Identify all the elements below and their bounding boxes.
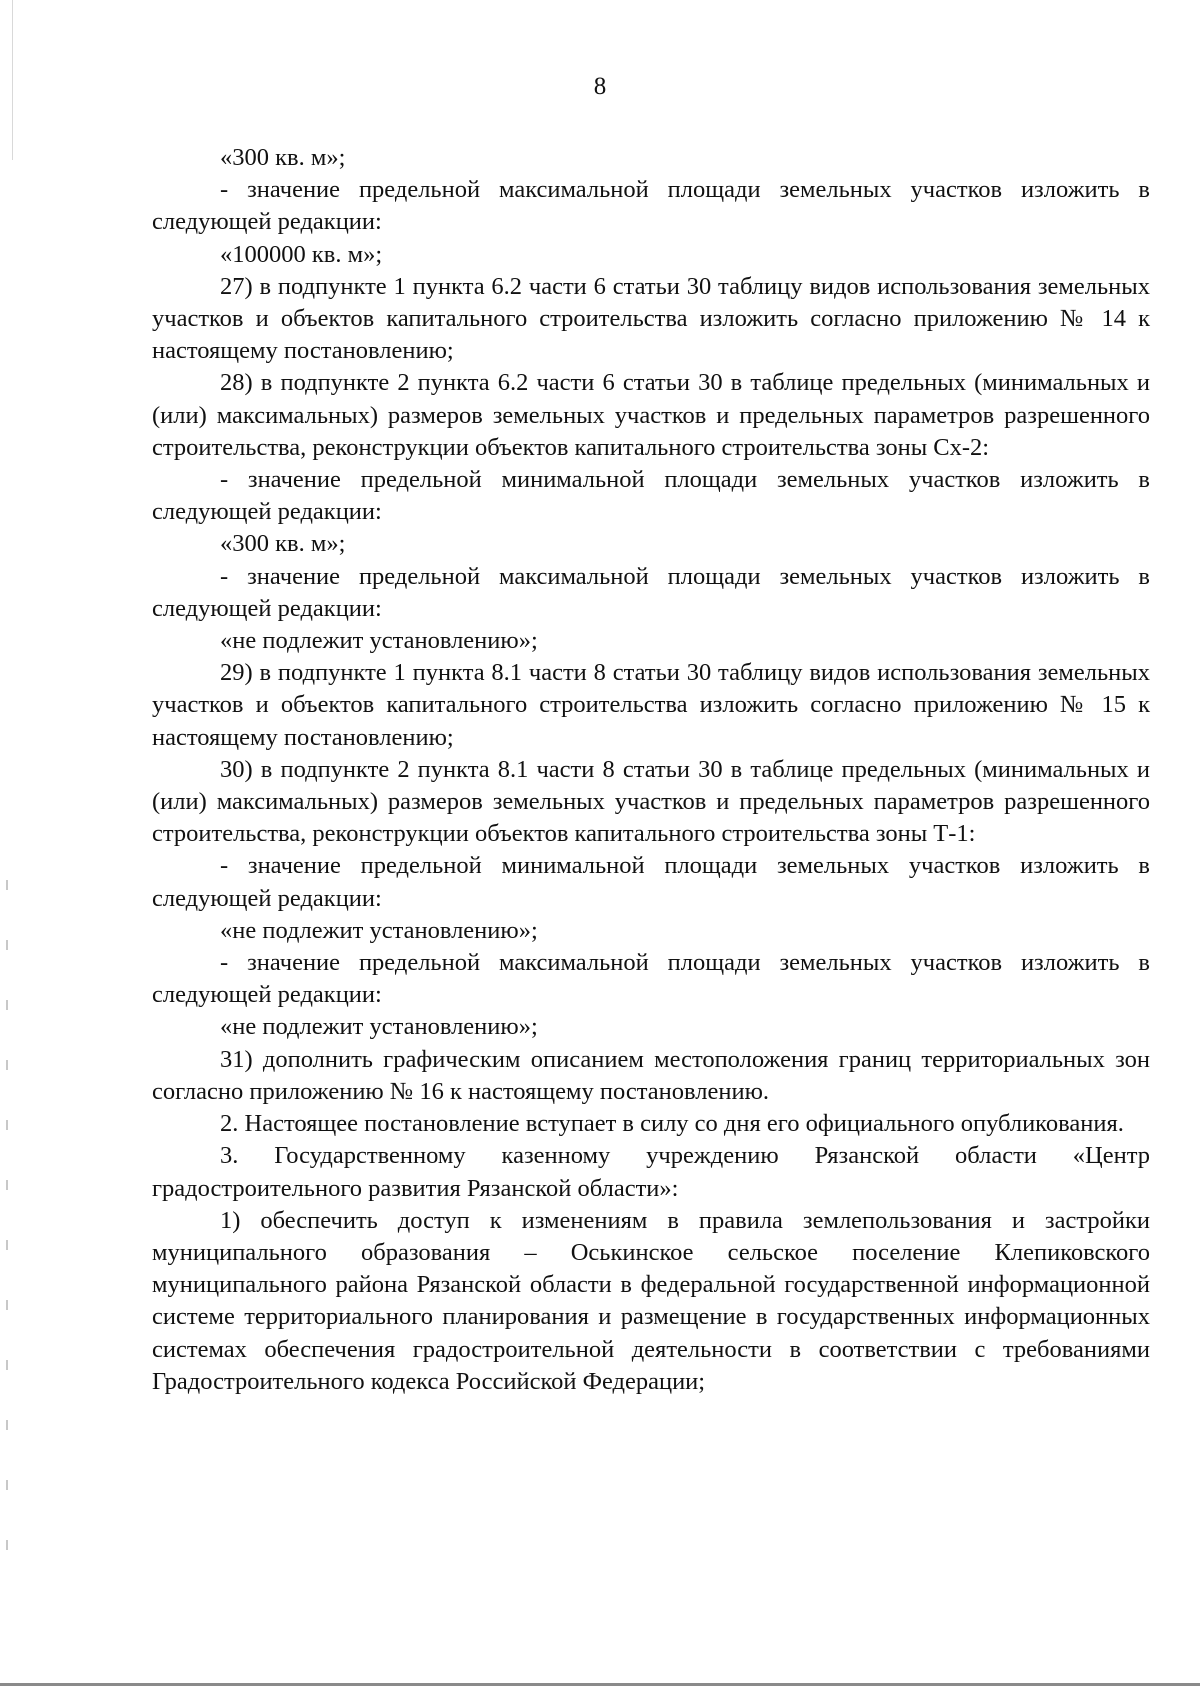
paragraph: - значение предельной минимальной площади земельных участков изложить в следующей редакции: <box>152 466 1150 526</box>
paragraph: «100000 кв. м»; <box>220 240 383 268</box>
paragraph: 1) обеспечить доступ к изменениям в правила землепользования и застройки муниципального образования – Оськинское сельское поселение Клепиковского муниципального района Рязанской области в федеральной государственной информационной системе территориального планирования и размещение в государственных информационных системах обеспечения градостроительной деятельности в соответствии с требованиями Градостроительного кодекса Российской Федерации; <box>152 1206 1150 1395</box>
paragraph: - значение предельной максимальной площади земельных участков изложить в следующей редакции: <box>152 562 1150 622</box>
paragraph: - значение предельной минимальной площади земельных участков изложить в следующей редакции: <box>152 852 1150 912</box>
scan-margin-marks <box>6 880 8 1580</box>
paragraph: 2. Настоящее постановление вступает в силу со дня его официального опубликования. <box>220 1110 1124 1138</box>
paragraph: - значение предельной максимальной площади земельных участков изложить в следующей редакции: <box>152 176 1150 236</box>
page-number: 8 <box>593 73 607 100</box>
document-body <box>152 142 1150 1398</box>
paragraph: - значение предельной максимальной площади земельных участков изложить в следующей редакции: <box>152 949 1150 1009</box>
paragraph: 28) в подпункте 2 пункта 6.2 части 6 статьи 30 в таблице предельных (минимальных и (или) максимальных) размеров земельных участков и предельных параметров разрешенного строительства, реконструкции объектов капитального строительства зоны Сх-2: <box>152 369 1150 461</box>
scan-bottom-edge <box>0 1683 1200 1686</box>
paragraph: 30) в подпункте 2 пункта 8.1 части 8 статьи 30 в таблице предельных (минимальных и (или) максимальных) размеров земельных участков и предельных параметров разрешенного строительства, реконструкции объектов капитального строительства зоны Т-1: <box>152 755 1150 848</box>
paragraph: 31) дополнить графическим описанием местоположения границ территориальных зон согласно приложению № 16 к настоящему постановлению. <box>152 1045 1150 1105</box>
paragraph: «не подлежит установлению»; <box>220 916 538 944</box>
paragraph: 29) в подпункте 1 пункта 8.1 части 8 статьи 30 таблицу видов использования земельных участков и объектов капитального строительства изложить согласно приложению № 15 к настоящему постановлению; <box>152 659 1150 751</box>
paragraph: 3. Государственному казенному учреждению Рязанской области «Центр градостроительного развития Рязанской области»: <box>152 1142 1150 1202</box>
paragraph: 27) в подпункте 1 пункта 6.2 части 6 статьи 30 таблицу видов использования земельных участков и объектов капитального строительства изложить согласно приложению № 14 к настоящему постановлению; <box>152 272 1150 365</box>
paragraph: «не подлежит установлению»; <box>220 627 538 655</box>
paragraph: «не подлежит установлению»; <box>220 1013 538 1041</box>
paragraph: «300 кв. м»; <box>220 144 346 171</box>
paragraph: «300 кв. м»; <box>220 530 346 558</box>
